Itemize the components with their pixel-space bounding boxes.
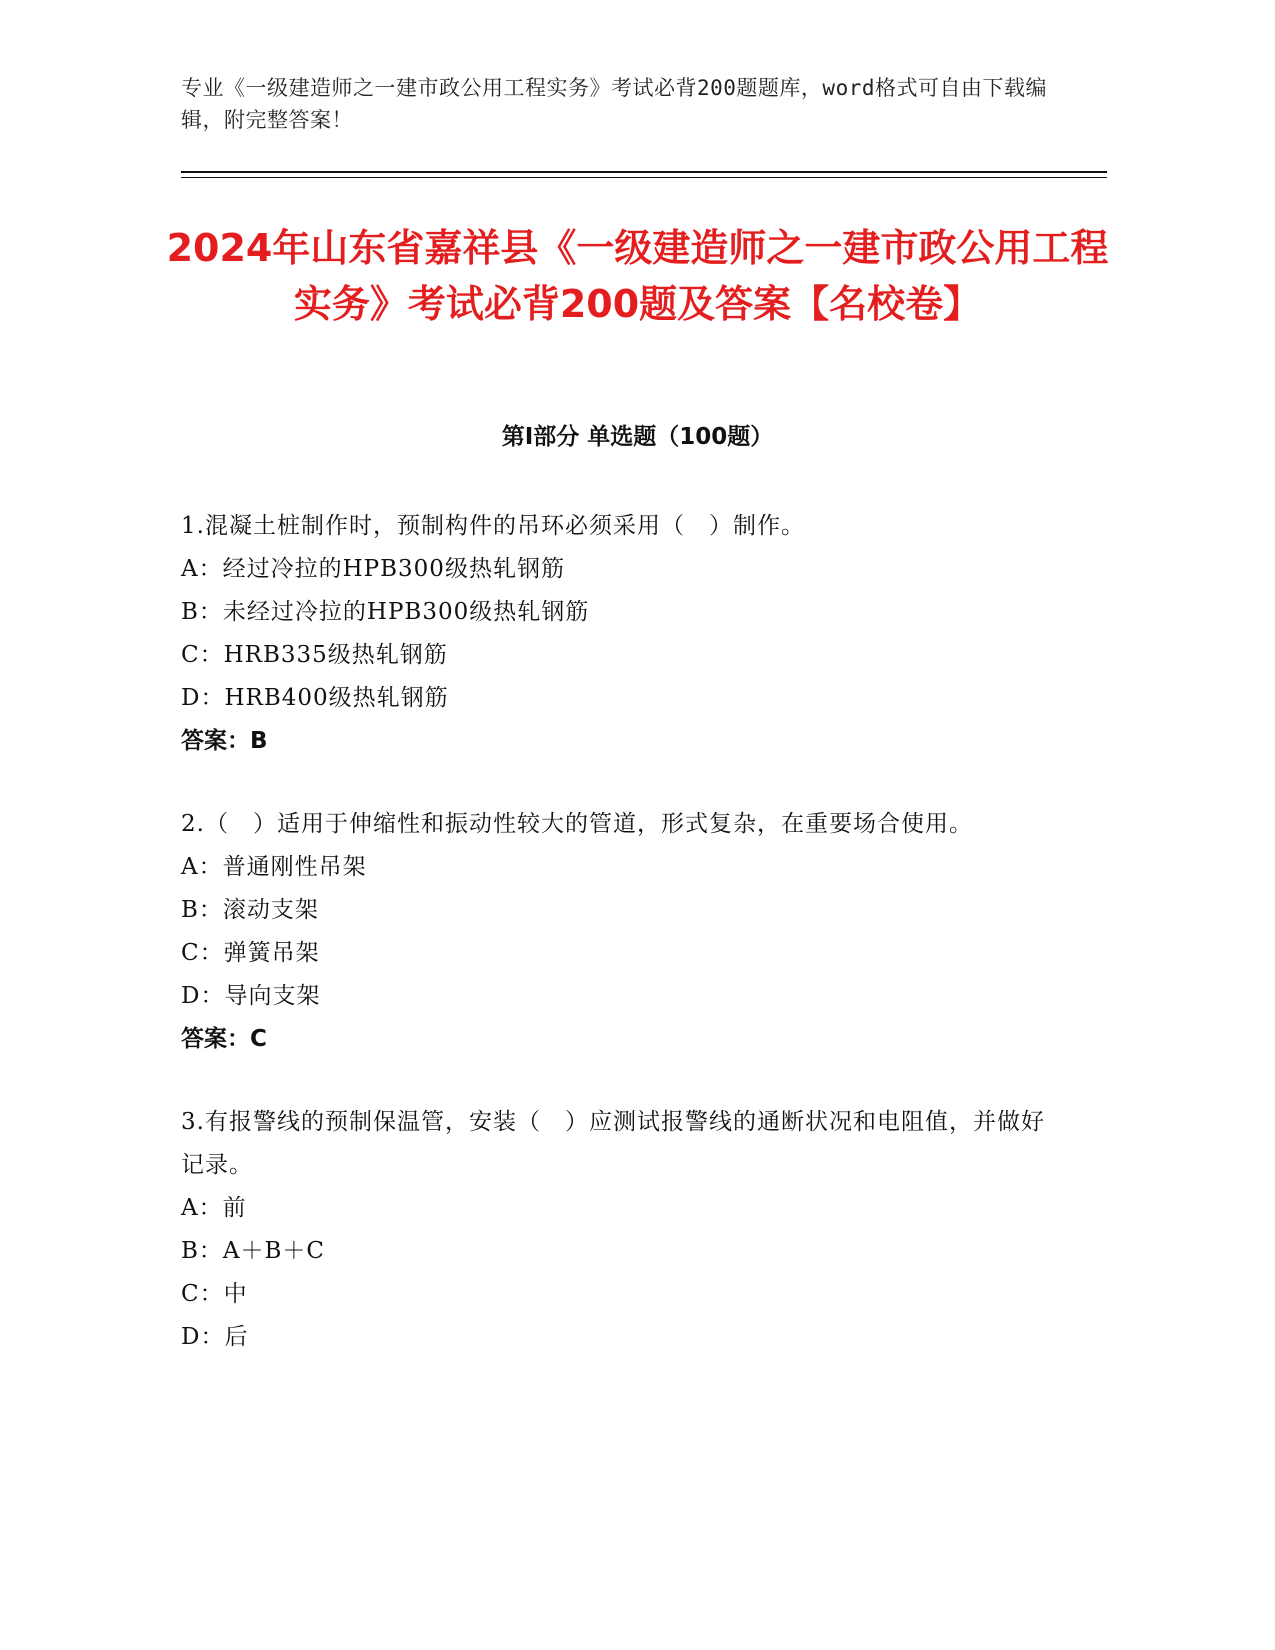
option-a: A：经过冷拉的HPB300级热轧钢筋 — [181, 556, 565, 582]
option-a: A：普通刚性吊架 — [181, 854, 367, 880]
header-rule-thick — [181, 171, 1107, 173]
document-title: 2024年山东省嘉祥县《一级建造师之一建市政公用工程实务》考试必背200题及答案【名校卷】 — [166, 226, 1109, 326]
header-note: 专业《一级建造师之一建市政公用工程实务》考试必背200题题库，word格式可自由下载编辑，附完整答案！ — [181, 76, 1047, 132]
answer-line: 答案：B — [181, 728, 268, 754]
option-b: B：A＋B＋C — [181, 1238, 326, 1264]
question-3 — [181, 1101, 1061, 1359]
question-2 — [181, 803, 1061, 1061]
answer-line: 答案：C — [181, 1026, 267, 1052]
section-heading: 第Ⅰ部分 单选题（100题） — [501, 424, 774, 450]
option-d: D：后 — [181, 1324, 249, 1350]
header-rule-thin — [181, 177, 1107, 178]
option-b: B：未经过冷拉的HPB300级热轧钢筋 — [181, 599, 590, 625]
question-list — [181, 505, 1061, 1399]
question-1 — [181, 505, 1061, 763]
option-c: C：中 — [181, 1281, 248, 1307]
option-a: A：前 — [181, 1195, 247, 1221]
option-d: D：HRB400级热轧钢筋 — [181, 685, 449, 711]
option-c: C：弹簧吊架 — [181, 940, 320, 966]
option-c: C：HRB335级热轧钢筋 — [181, 642, 448, 668]
question-stem: 3.有报警线的预制保温管，安装（ ）应测试报警线的通断状况和电阻值，并做好记录。 — [181, 1109, 1045, 1178]
question-stem: 1.混凝土桩制作时，预制构件的吊环必须采用（ ）制作。 — [181, 513, 805, 539]
option-b: B：滚动支架 — [181, 897, 319, 923]
option-d: D：导向支架 — [181, 983, 321, 1009]
question-stem: 2.（ ）适用于伸缩性和振动性较大的管道，形式复杂，在重要场合使用。 — [181, 811, 973, 837]
